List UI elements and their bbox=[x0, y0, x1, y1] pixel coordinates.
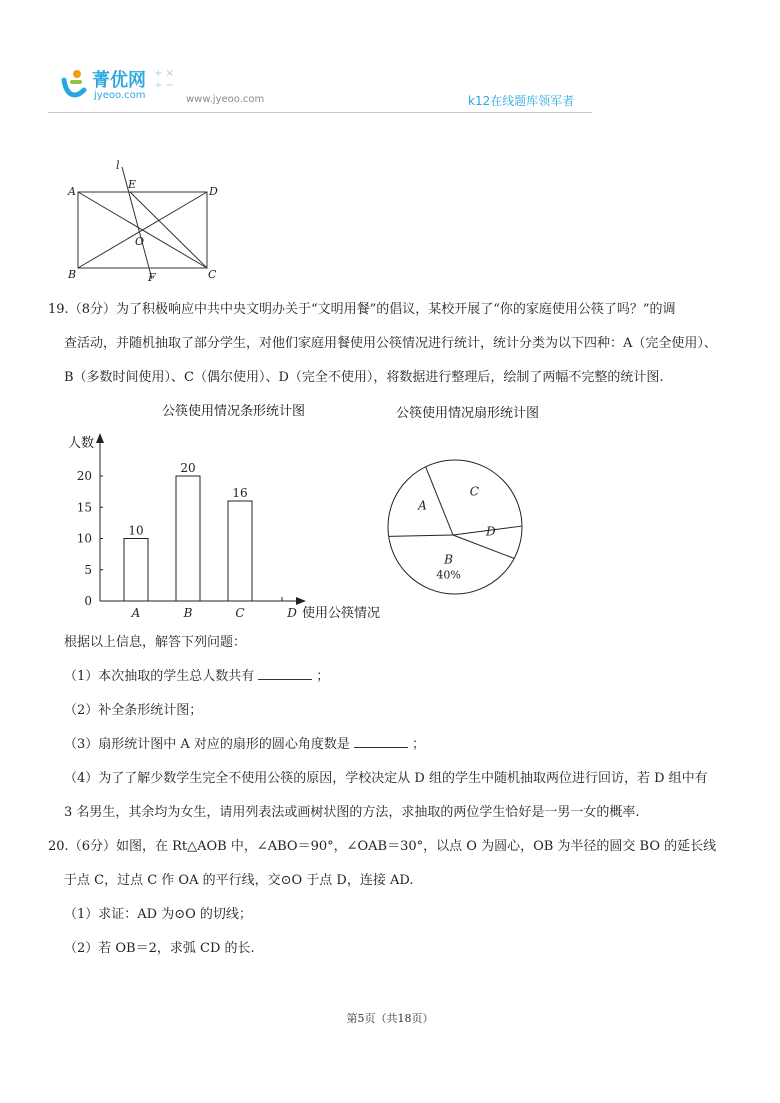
q19-intro-3: B（多数时间使用）、C（偶尔使用）、D（完全不使用），将数据进行整理后，绘制了两幅不完整的统计图. bbox=[64, 370, 664, 385]
bar-b bbox=[176, 476, 200, 601]
q19-part3 bbox=[64, 735, 425, 755]
q19-part1 bbox=[64, 667, 329, 687]
slice-percent-b: 40% bbox=[436, 568, 461, 582]
q19-part4-line2: 3 名男生，其余均为女生，请用列表法或画树状图的方法，求抽取的两位学生恰好是一男一女的概率. bbox=[64, 805, 640, 820]
slice-label-c: C bbox=[469, 484, 479, 499]
y-tick-label: 5 bbox=[84, 562, 92, 577]
x-axis-label: 使用公筷情况 bbox=[302, 606, 381, 621]
q19-part3-text: （3）扇形统计图中 A 对应的扇形的圆心角度数是 bbox=[64, 737, 350, 752]
pie-chart-title: 公筷使用情况扇形统计图 bbox=[396, 406, 540, 421]
q19-intro-1: 为了积极响应中共中央文明办关于“文明用餐”的倡议，某校开展了“你的家庭使用公筷了吗？”的调 bbox=[115, 302, 676, 317]
q20-number: 20. bbox=[48, 839, 69, 854]
label-e: E bbox=[128, 178, 137, 191]
label-d: D bbox=[209, 185, 218, 198]
q20-part1: （1）求证：AD 为⊙O 的切线； bbox=[64, 907, 252, 922]
slice-label-a: A bbox=[418, 498, 427, 513]
y-tick-label: 10 bbox=[76, 531, 92, 546]
logo-cn: 菁优网 bbox=[92, 70, 146, 91]
page-footer: 第5页（共18页） bbox=[346, 1012, 434, 1025]
data-label-b: 20 bbox=[180, 461, 196, 475]
label-f: F bbox=[148, 271, 156, 284]
slogan: k12在线题库领军者 bbox=[468, 94, 575, 108]
y-tick-label: 15 bbox=[76, 500, 92, 515]
label-c: C bbox=[208, 268, 217, 281]
y-axis-arrow bbox=[96, 433, 104, 443]
q19-part2: （2）补全条形统计图； bbox=[64, 703, 203, 718]
line-l bbox=[122, 167, 152, 279]
logo-en: jyeoo.com bbox=[94, 90, 146, 101]
q19-intro-2: 查活动，并随机抽取了部分学生，对他们家庭用餐使用公筷情况进行统计，统计分类为以下四种：A（完全使用）、 bbox=[64, 336, 717, 351]
q19-part4-line1: （4）为了了解少数学生完全不使用公筷的原因，学校决定从 D 组的学生中随机抽取两位进行回访，若 D 组中有 bbox=[64, 771, 708, 786]
x-tick-label: C bbox=[235, 606, 245, 620]
q20-text-2: 于点 C，过点 C 作 OA 的平行线，交⊙O 于点 D，连接 AD. bbox=[64, 873, 414, 888]
bar-chart bbox=[60, 425, 400, 625]
header-divider bbox=[48, 112, 592, 113]
q19-score: （8分） bbox=[68, 302, 116, 317]
decorative-math-symbols: + × ÷ − bbox=[154, 68, 174, 91]
data-label-c: 16 bbox=[232, 486, 248, 500]
slice-label-d: D bbox=[486, 524, 496, 539]
q19-prompt: 根据以上信息，解答下列问题： bbox=[64, 635, 247, 650]
x-tick-label: D bbox=[287, 606, 297, 620]
q19-number: 19. bbox=[48, 302, 69, 317]
q19-part1-text: （1）本次抽取的学生总人数共有 bbox=[64, 669, 255, 684]
q20-score: （6分） bbox=[68, 839, 116, 854]
y-axis-label: 人数 bbox=[68, 436, 95, 451]
data-label-a: 10 bbox=[128, 523, 144, 538]
q20-part2: （2）若 OB＝2，求弧 CD 的长. bbox=[64, 941, 255, 956]
bar-c bbox=[228, 501, 252, 601]
rectangle-figure bbox=[60, 155, 230, 285]
label-o: O bbox=[135, 235, 145, 248]
y-tick-label: 0 bbox=[84, 594, 92, 608]
segment-eb bbox=[78, 192, 130, 268]
bar-a bbox=[124, 539, 148, 602]
pie-chart bbox=[380, 452, 530, 602]
q20-line1 bbox=[48, 837, 716, 857]
y-tick-label: 20 bbox=[76, 469, 92, 483]
q19-part3-end: ； bbox=[411, 737, 425, 752]
jyeoo-logo-icon bbox=[60, 68, 90, 104]
label-a: A bbox=[68, 185, 76, 198]
website-link[interactable]: www.jyeoo.com bbox=[186, 94, 265, 105]
bar-chart-title: 公筷使用情况条形统计图 bbox=[162, 404, 306, 419]
page-header bbox=[48, 62, 592, 112]
slice-label-b: B bbox=[444, 552, 454, 567]
answer-blank-1[interactable] bbox=[258, 667, 312, 680]
x-tick-label: B bbox=[183, 606, 193, 620]
x-axis-arrow bbox=[296, 597, 306, 605]
x-tick-label: A bbox=[131, 606, 141, 620]
answer-blank-2[interactable] bbox=[354, 735, 408, 748]
q20-text-1: 如图，在 Rt△AOB 中，∠ABO＝90°，∠OAB＝30°，以点 O 为圆心，OB 为半径的圆交 BO 的延长线 bbox=[115, 839, 717, 854]
q19-part1-end: ； bbox=[316, 669, 330, 684]
label-l: l bbox=[116, 159, 120, 172]
q19-line1 bbox=[48, 300, 676, 320]
label-b: B bbox=[68, 268, 77, 281]
